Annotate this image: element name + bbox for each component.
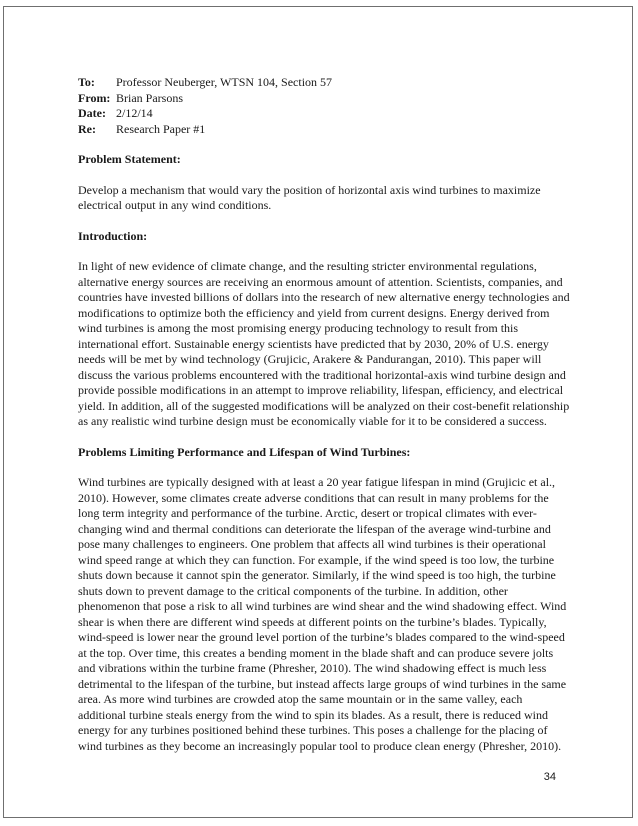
memo-to-value: Professor Neuberger, WTSN 104, Section 57: [116, 75, 333, 89]
document-page: [3, 6, 633, 818]
page-number: 34: [543, 771, 556, 783]
memo-re-row: [78, 122, 570, 138]
memo-from-label: From:: [78, 90, 111, 105]
problems-heading: Problems Limiting Performance and Lifespan of Wind Turbines:: [78, 444, 411, 459]
memo-re-value: Research Paper #1: [116, 121, 206, 136]
problem-statement-text: Develop a mechanism that would vary the position of horizontal axis wind turbines to maximize electrical output in any wind conditions.: [78, 182, 541, 212]
memo-date-value: 2/12/14: [116, 106, 153, 120]
problem-statement-heading: Problem Statement:: [78, 152, 181, 166]
memo-header: [78, 75, 570, 137]
memo-date-label: Date:: [78, 106, 106, 120]
memo-to-row: [78, 75, 570, 91]
document-body: [78, 75, 570, 754]
memo-to-label: To:: [78, 75, 95, 89]
memo-from-value: Brian Parsons: [116, 90, 183, 105]
memo-from-row: [78, 91, 570, 107]
problems-text: Wind turbines are typically designed with at least a 20 year fatigue lifespan in mind (Grujicic et al., 2010). However, some climates create adverse conditions that can result in many problems for the long term integrity and performance of the turbine. Arctic, desert or tropical climates with ever-changing wind and thermal conditions can deteriorate the lifespan of the average wind-turbine and pose many challenges to engineers. One problem that affects all wind turbines is their operational wind speed range at which they can function. For example, if the wind speed is too low, the turbine shuts down because it cannot spin the generator. Similarly, if the wind speed is too high, the turbine shuts down to prevent damage to the critical components of the turbine. In addition, other phenomenon that pose a risk to all wind turbines are wind shear and the wind shadowing effect. Wind shear is when there are different wind speeds at different points on the turbine’s blades. Typically, wind-speed is lower near the ground level portion of the turbine’s blades compared to the wind-speed at the top. Over time, this creates a bending moment in the blade shaft and can produce severe jolts and vibrations within the turbine frame (Phresher, 2010). The wind shadowing effect is much less detrimental to the lifespan of the turbine, but instead affects large groups of wind turbines in the same area. As more wind turbines are crowded atop the same mountain or in the same valley, each additional turbine steals energy from the wind to spin its blades. As a result, there is reduced wind energy for any turbines positioned behind these turbines. This poses a challenge for the placing of wind turbines as they become an increasingly popular tool to produce clean energy (Phresher, 2010).: [78, 475, 567, 753]
introduction-heading: Introduction:: [78, 228, 148, 243]
memo-re-label: Re:: [78, 121, 96, 136]
memo-date-row: [78, 106, 570, 122]
introduction-text: In light of new evidence of climate change, and the resulting stricter environmental regulations, alternative energy sources are receiving an enormous amount of attention. Scientists, companies, and countries have invested billions of dollars into the research of new alternative energy technologies and modifications to optimize both the efficiency and yield from current designs. Energy derived from wind turbines is among the most promising energy producing technology to result from this international effort. Sustainable energy scientists have predicted that by 2030, 20% of U.S. energy needs will be met by wind technology (Grujicic, Arakere & Pandurangan, 2010). This paper will discuss the various problems encountered with the traditional horizontal-axis wind turbine design and provide possible modifications in an attempt to improve reliability, lifespan, efficiency, and electrical yield. In addition, all of the suggested modifications will be analyzed on their cost-benefit relationship as any realistic wind turbine design must be economically viable for it to be considered a success.: [78, 259, 570, 428]
